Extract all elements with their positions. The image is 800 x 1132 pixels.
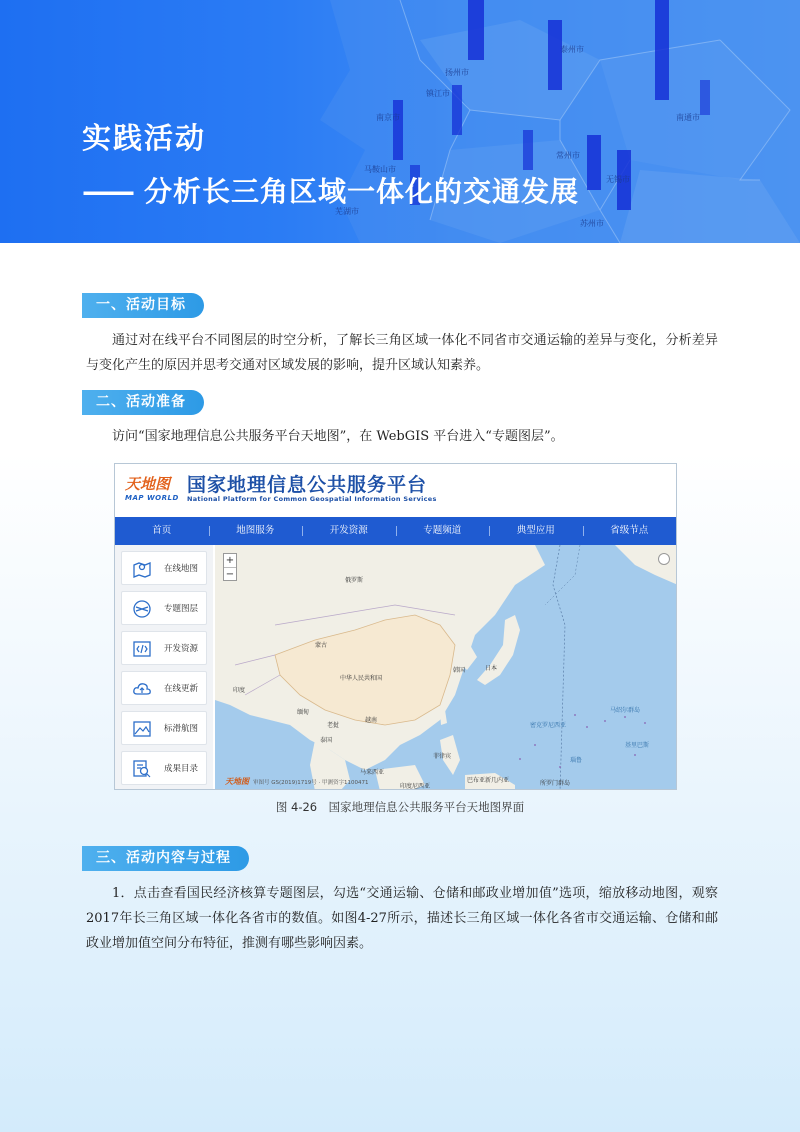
map-label: 基里巴斯: [625, 742, 650, 749]
catalog-search-icon: [132, 759, 152, 779]
nav-item-home[interactable]: 首页: [152, 525, 172, 536]
map-label: 日本: [485, 665, 498, 672]
website-screenshot: [114, 463, 677, 790]
compass-icon[interactable]: [658, 553, 670, 565]
sidebar-item-label: 专题图层: [164, 604, 199, 614]
banner-city-label: 马鞍山市: [364, 165, 396, 174]
banner-city-label: 苏州市: [580, 219, 604, 228]
sidebar-item-catalog[interactable]: [121, 751, 207, 785]
map-label: 印度尼西亚: [400, 783, 431, 790]
zoom-out-button[interactable]: −: [225, 569, 235, 580]
image-icon: [132, 719, 152, 739]
site-logo[interactable]: 天地图: [125, 475, 171, 493]
map-label: 马来西亚: [360, 769, 385, 776]
banner-city-label: 芜湖市: [335, 207, 359, 216]
map-footer: [225, 776, 369, 787]
banner-city-label: 扬州市: [445, 68, 469, 77]
map-label: 韩国: [453, 667, 466, 674]
section-heading-prep: 二、活动准备: [82, 390, 204, 415]
site-logo-en: MAP WORLD: [125, 494, 179, 502]
map-label: 密克罗尼西亚: [530, 722, 567, 729]
title-dash: ——: [82, 175, 132, 208]
map-label: 所罗门群岛: [540, 780, 571, 787]
banner-city-label: 泰州市: [560, 45, 584, 54]
page-title: 实践活动: [82, 121, 207, 155]
section-process-paragraph: 1．点击查看国民经济核算专题图层，勾选“交通运输、仓储和邮政业增加值”选项，缩放移动地图，观察2017年长三角区域一体化各省市的数值。如图4-27所示，描述长三角区域一体化各省市交通运输、仓储和邮政业增加值空间分布特征，推测有哪些影响因素。: [86, 886, 718, 951]
map-label: 老挝: [327, 722, 340, 729]
sidebar-item-dev-resources[interactable]: [121, 631, 207, 665]
nav-item-dev-resources[interactable]: 开发资源: [302, 517, 396, 545]
nav-item-topics[interactable]: 专题频道: [396, 517, 490, 545]
map-label: 蒙古: [315, 642, 328, 649]
site-title: 国家地理信息公共服务平台: [187, 474, 428, 496]
map-pin-icon: [132, 559, 152, 579]
sidebar-item-label: 成果目录: [164, 764, 199, 774]
code-icon: [132, 639, 152, 659]
map-view[interactable]: [215, 545, 677, 790]
sidebar-item-topic-layers[interactable]: [121, 591, 207, 625]
map-label: 越南: [365, 717, 378, 724]
figure-caption: 图 4-26 国家地理信息公共服务平台天地图界面: [275, 800, 525, 814]
map-label: 泰国: [320, 737, 333, 744]
sidebar-item-imagery[interactable]: [121, 711, 207, 745]
page-subtitle: [82, 170, 579, 210]
subtitle-text: 分析长三角区域一体化的交通发展: [144, 175, 580, 208]
map-label: 巴布亚新几内亚: [467, 777, 510, 784]
banner-city-label: 镇江市: [426, 89, 450, 98]
map-label: 印度: [233, 687, 246, 694]
banner-city-label: 常州市: [556, 151, 580, 160]
nav-item-map-service[interactable]: 地图服务: [209, 517, 303, 545]
banner-city-label: 无锡市: [606, 175, 630, 184]
sidebar-item-label: 在线地图: [164, 564, 199, 574]
zoom-control: [223, 553, 237, 581]
map-label: 俄罗斯: [345, 577, 364, 584]
banner-city-label: 南京市: [376, 113, 400, 122]
sidebar-item-online-update[interactable]: [121, 671, 207, 705]
map-label: 菲律宾: [433, 753, 452, 760]
sidebar-item-label: 开发资源: [164, 644, 199, 654]
banner-city-label: 南通市: [676, 113, 700, 122]
nav-item-applications[interactable]: 典型应用: [489, 517, 583, 545]
sidebar-item-label: 在线更新: [164, 684, 199, 694]
zoom-in-button[interactable]: +: [225, 555, 235, 566]
sidebar-item-online-map[interactable]: [121, 551, 207, 585]
map-footer-logo: 天地图: [225, 777, 249, 786]
section-heading-goal: 一、活动目标: [82, 293, 204, 318]
sidebar-item-label: 标滑航图: [164, 724, 199, 734]
header-banner: [0, 0, 800, 243]
map-label: 瑙鲁: [570, 757, 583, 764]
map-label: 马绍尔群岛: [610, 707, 641, 714]
map-label: 缅甸: [297, 709, 310, 716]
site-nav: [115, 517, 676, 545]
section-goal-paragraph: 通过对在线平台不同图层的时空分析，了解长三角区域一体化不同省市交通运输的差异与变化，分析差异与变化产生的原因并思考交通对区域发展的影响，提升区域认知素养。: [86, 333, 718, 373]
site-sidebar: [115, 545, 213, 790]
site-title-en: National Platform for Common Geospatial Information Services: [187, 495, 437, 503]
section-heading-process: 三、活动内容与过程: [82, 846, 249, 871]
map-label: 中华人民共和国: [340, 675, 383, 682]
site-header: [115, 464, 676, 517]
map-footer-text: 审图号 GS(2019)1719号 · 甲测资字1100471: [253, 780, 369, 786]
nav-item-provincial-nodes[interactable]: 省级节点: [583, 517, 677, 545]
cloud-upload-icon: [132, 679, 152, 699]
section-prep-paragraph: 访问“国家地理信息公共服务平台天地图”，在 WebGIS 平台进入“专题图层”。: [112, 429, 564, 444]
layers-icon: [132, 599, 152, 619]
